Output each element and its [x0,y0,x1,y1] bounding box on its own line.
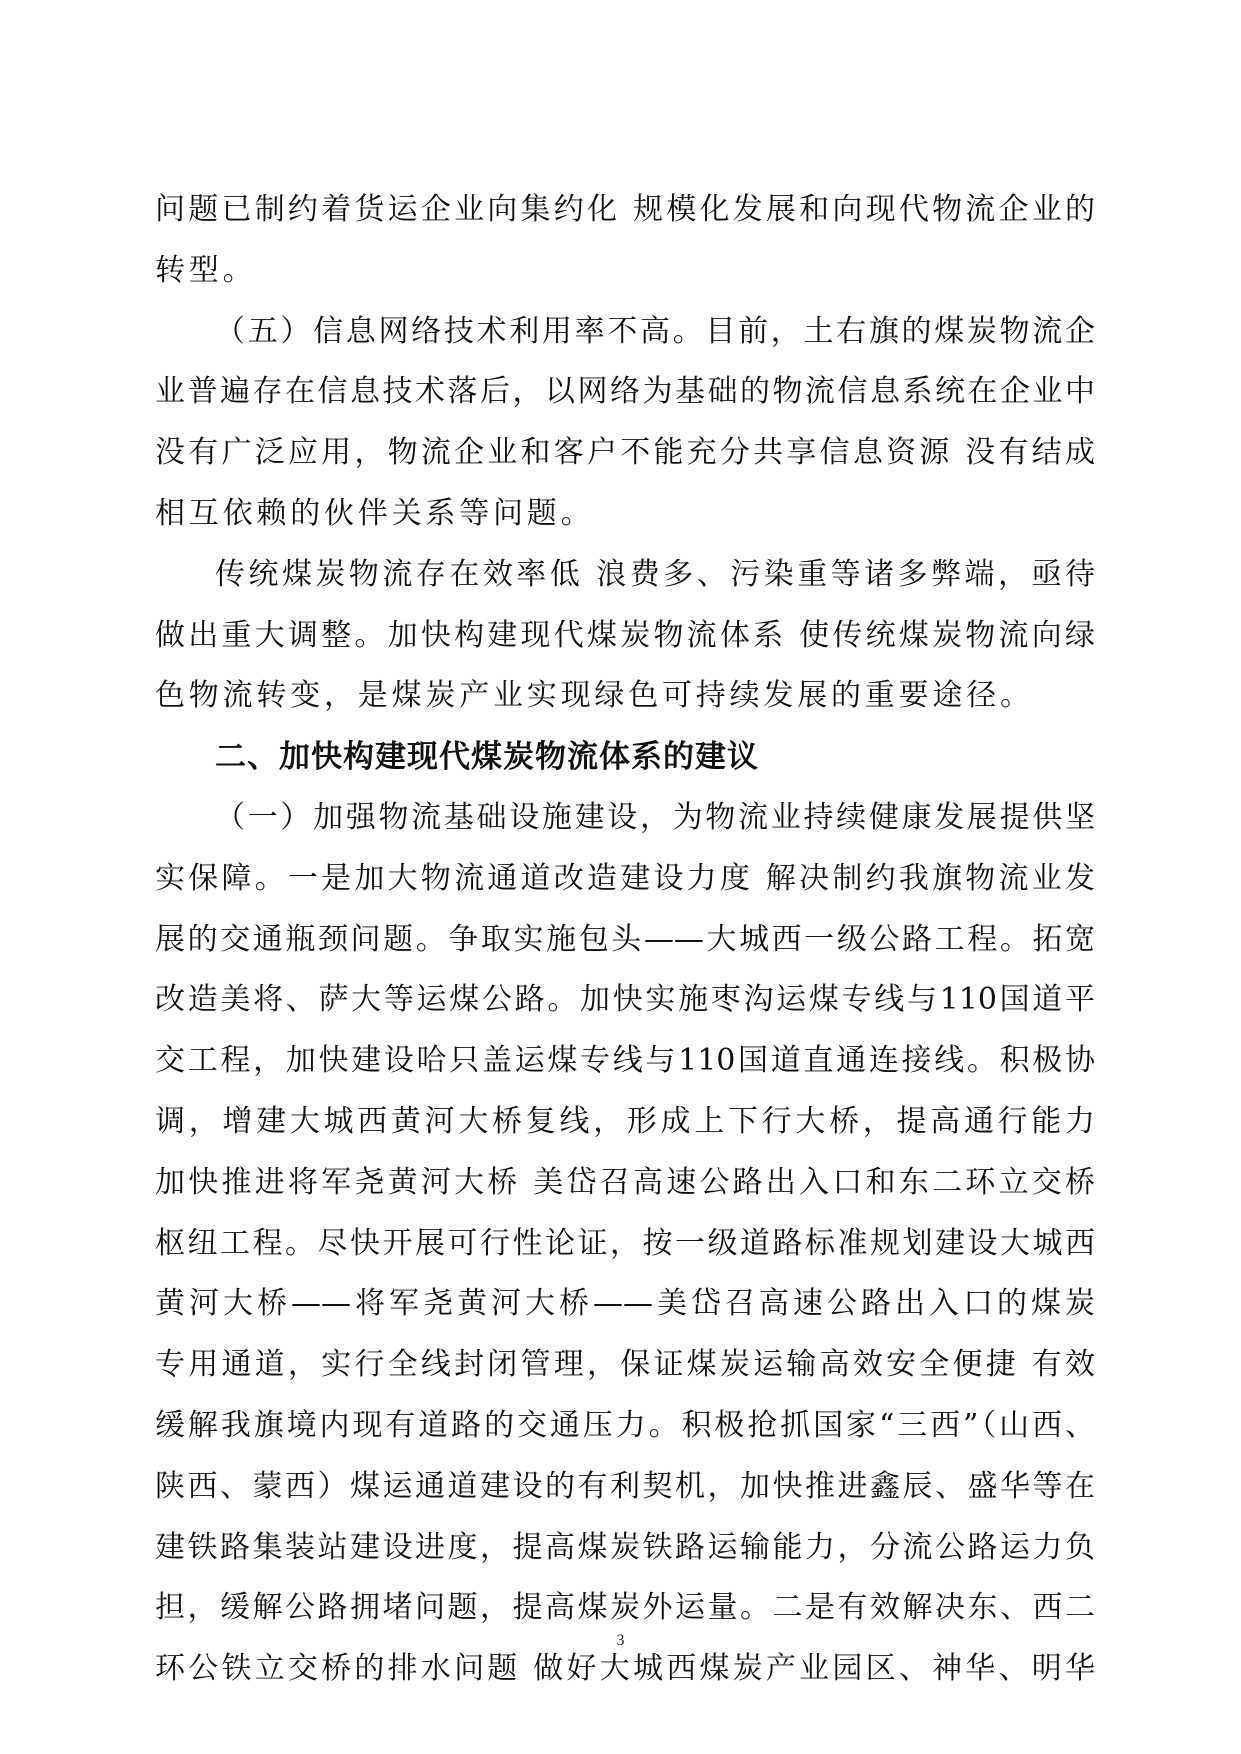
text-line: 交工程，加快建设哈只盖运煤专线与110国道直通连接线。积极协 [155,1043,1095,1079]
text-line: 缓解我旗境内现有道路的交通压力。积极抢抓国家“三西”（山西、 [155,1407,1095,1443]
text-line: 担，缓解公路拥堵问题，提高煤炭外运量。二是有效解决东、西二 [155,1590,1095,1626]
text-line: 业普遍存在信息技术落后，以网络为基础的物流信息系统在企业中 [155,374,1095,410]
text-line: 陕西、蒙西）煤运通道建设的有利契机，加快推进鑫辰、盛华等在 [155,1468,1095,1504]
text-line: 枢纽工程。尽快开展可行性论证，按一级道路标准规划建设大城西 [155,1225,1095,1261]
paragraph-start-line: （五）信息网络技术利用率不高。目前，土右旗的煤炭物流企 [215,313,1095,349]
paragraph-start-line: （一）加强物流基础设施建设，为物流业持续健康发展提供坚 [215,799,1095,835]
text-line: 建铁路集装站建设进度，提高煤炭铁路运输能力，分流公路运力负 [155,1529,1095,1565]
page-number: 3 [616,1632,625,1649]
paragraph-start-line: 传统煤炭物流存在效率低 浪费多、污染重等诸多弊端，亟待 [215,556,1095,592]
text-line: 调，增建大城西黄河大桥复线，形成上下行大桥，提高通行能力 [155,1103,1095,1139]
text-line: 色物流转变，是煤炭产业实现绿色可持续发展的重要途径。 [155,678,1034,714]
text-line: 相互依赖的伙伴关系等问题。 [155,495,595,531]
text-line: 专用通道，实行全线封闭管理，保证煤炭运输高效安全便捷 有效 [155,1347,1095,1383]
text-line: 转型。 [155,252,257,288]
text-line: 做出重大调整。加快构建现代煤炭物流体系 使传统煤炭物流向绿 [155,617,1095,653]
section-heading: 二、加快构建现代煤炭物流体系的建议 [215,739,759,776]
text-line: 没有广泛应用，物流企业和客户不能充分共享信息资源 没有结成 [155,435,1095,471]
text-line: 实保障。一是加大物流通道改造建设力度 解决制约我旗物流业发 [155,860,1095,896]
text-line: 环公铁立交桥的排水问题 做好大城西煤炭产业园区、神华、明华 [155,1651,1095,1687]
text-line: 改造美将、萨大等运煤公路。加快实施枣沟运煤专线与110国道平 [155,982,1095,1018]
text-line: 展的交通瓶颈问题。争取实施包头——大城西一级公路工程。拓宽 [155,921,1095,957]
text-line: 加快推进将军尧黄河大桥 美岱召高速公路出入口和东二环立交桥 [155,1164,1095,1200]
text-line: 问题已制约着货运企业向集约化 规模化发展和向现代物流企业的 [155,192,1095,227]
text-line: 黄河大桥——将军尧黄河大桥——美岱召高速公路出入口的煤炭 [155,1286,1095,1322]
body-text [155,180,1095,1700]
